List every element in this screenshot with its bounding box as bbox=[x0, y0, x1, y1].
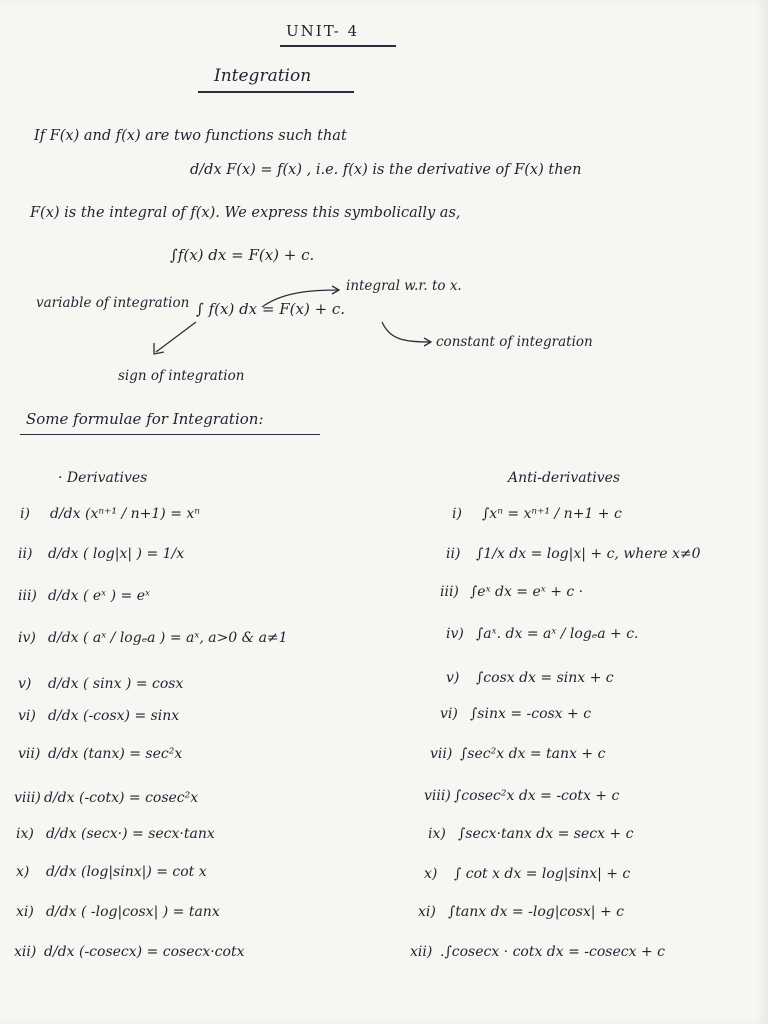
page-title: Integration bbox=[214, 66, 312, 86]
constant-of-integration-label: constant of integration bbox=[436, 334, 593, 350]
unit-heading: UNIT- 4 bbox=[286, 22, 360, 40]
derivative-row: v) d/dx ( sinx ) = cosx bbox=[18, 676, 184, 692]
antiderivative-row: vi) ∫sinx = -cosx + c bbox=[440, 706, 592, 722]
derivative-row: xii) d/dx (-cosecx) = cosecx·cotx bbox=[14, 944, 245, 960]
antiderivative-row: i) ∫xⁿ = xⁿ⁺¹ / n+1 + c bbox=[452, 506, 622, 522]
antiderivative-row: vii) ∫sec²x dx = tanx + c bbox=[430, 746, 606, 762]
antiderivatives-heading: Anti-derivatives bbox=[508, 470, 621, 486]
derivative-row: vii) d/dx (tanx) = sec²x bbox=[18, 746, 183, 762]
sign-of-integration-label: sign of integration bbox=[118, 368, 245, 384]
integral-wrt-label: integral w.r. to x. bbox=[346, 278, 462, 294]
derivative-row: ix) d/dx (secx·) = secx·tanx bbox=[16, 826, 215, 842]
intro-line-3: F(x) is the integral of f(x). We express this symbolically as, bbox=[30, 205, 461, 221]
derivative-row: iii) d/dx ( eˣ ) = eˣ bbox=[18, 588, 150, 604]
variable-of-integration-label: variable of integration bbox=[36, 295, 190, 311]
formulae-section-title: Some formulae for Integration: bbox=[26, 410, 264, 428]
intro-line-1: If F(x) and f(x) are two functions such that bbox=[34, 128, 347, 144]
antiderivative-row: iv) ∫aˣ. dx = aˣ / logₑa + c. bbox=[446, 626, 639, 642]
derivative-row: iv) d/dx ( aˣ / logₑa ) = aˣ, a>0 & a≠1 bbox=[18, 630, 288, 646]
intro-line-2: d/dx F(x) = f(x) , i.e. f(x) is the derivative of F(x) then bbox=[190, 162, 582, 178]
derivative-row: viii) d/dx (-cotx) = cosec²x bbox=[14, 790, 199, 806]
antiderivative-row: ii) ∫1/x dx = log|x| + c, where x≠0 bbox=[446, 546, 701, 562]
derivative-row: ii) d/dx ( log|x| ) = 1/x bbox=[18, 546, 185, 562]
antiderivative-row: viii) ∫cosec²x dx = -cotx + c bbox=[424, 788, 620, 804]
derivative-row: vi) d/dx (-cosx) = sinx bbox=[18, 708, 180, 724]
diagram-expression: ∫ f(x) dx = F(x) + c. bbox=[196, 300, 346, 318]
derivative-row: x) d/dx (log|sinx|) = cot x bbox=[16, 864, 207, 880]
derivative-row: xi) d/dx ( -log|cosx| ) = tanx bbox=[16, 904, 220, 920]
antiderivative-row: v) ∫cosx dx = sinx + c bbox=[446, 670, 614, 686]
antiderivative-row: iii) ∫eˣ dx = eˣ + c · bbox=[440, 584, 584, 600]
section-underline bbox=[20, 434, 320, 435]
antiderivative-row: xii) .∫cosecx · cotx dx = -cosecx + c bbox=[410, 944, 665, 960]
derivative-row: i) d/dx (xⁿ⁺¹ / n+1) = xⁿ bbox=[20, 506, 200, 522]
integral-formula: ∫f(x) dx = F(x) + c. bbox=[170, 246, 315, 264]
antiderivative-row: x) ∫ cot x dx = log|sinx| + c bbox=[424, 866, 631, 882]
antiderivative-row: ix) ∫secx·tanx dx = secx + c bbox=[428, 826, 634, 842]
derivatives-heading: · Derivatives bbox=[58, 470, 148, 486]
antiderivative-row: xi) ∫tanx dx = -log|cosx| + c bbox=[418, 904, 624, 920]
